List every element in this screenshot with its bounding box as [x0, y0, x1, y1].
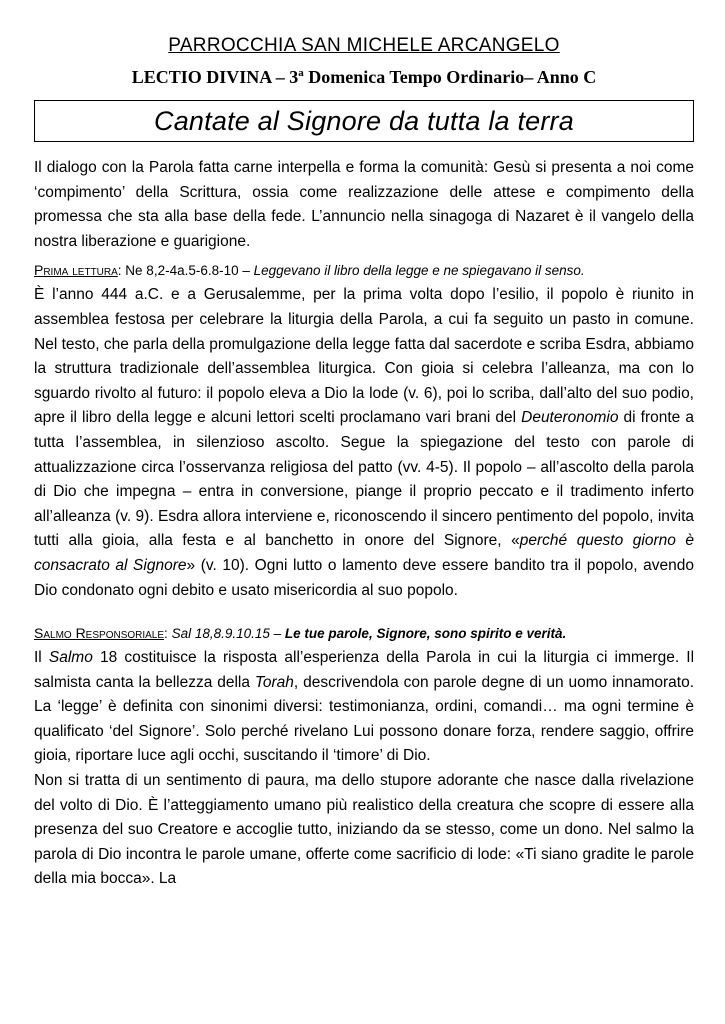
salmo-paragraph-1: [34, 646, 694, 769]
salmo-p1-italic-b: Torah: [254, 673, 294, 691]
title-box: [34, 100, 694, 142]
subtitle-prefix: LECTIO DIVINA – 3: [131, 67, 299, 87]
prima-lettura-italic-1: Deuteronomio: [521, 409, 619, 427]
salmo-heading: [34, 623, 694, 644]
salmo-p1-italic-a: Salmo: [48, 649, 93, 667]
salmo-separator: :: [164, 626, 172, 642]
document-title: Cantate al Signore da tutta la terra: [154, 105, 574, 136]
prima-lettura-paragraph: [34, 283, 694, 603]
salmo-p1-c: , descrivendola con parole degne di un uomo innamorato. La ‘legge’ è definita con sinonimi diversi: testimonianza, ordini, comandi… ma ogni termine è qualificato ‘del Signore’. Solo perché rivelano Lui possono donare forza, rendere saggio, offrire gioia, riportare luce agli occhi, suscitando il ‘timore’ di Dio.: [34, 673, 694, 765]
prima-lettura-text-1: È l’anno 444 a.C. e a Gerusalemme, per la prima volta dopo l’esilio, il popolo è riunito in assemblea festosa per celebrare la liturgia della Parola, a cui fa seguito un pasto in comune. Nel testo, che parla della promulgazione della legge fatta dal sacerdote e scriba Esdra, abbiamo la struttura tradizionale dell’assemblea liturgica. Con gioia si celebra l’alleanza, ma con lo sguardo rivolto al futuro: il popolo eleva a Dio la lode (v. 6), poi lo scriba, dall’alto del suo podio, apre il libro della legge e alcuni lettori scelti proclamano vari brani del: [34, 286, 694, 427]
section-spacer: [34, 603, 694, 617]
prima-lettura-text-3: » (v. 10). Ogni lutto o lamento deve essere bandito tra il popolo, avendo Dio condonato ogni debito e usato misericordia al suo popolo.: [34, 556, 694, 599]
salmo-paragraph-2: Non si tratta di un sentimento di paura, ma dello stupore adorante che nasce dalla rivelazione del volto di Dio. È l’atteggiamento umano più realistico della creatura che scopre di essere alla presenza del suo Creatore e accoglie tutto, iniziando da se stesso, come un dono. Nel salmo la parola di Dio incontra le parole umane, offerte come sacrificio di lode: «Ti siano gradite le parole della mia bocca». La: [34, 772, 694, 888]
salmo-quote: Le tue parole, Signore, sono spirito e verità.: [284, 626, 567, 642]
prima-lettura-italic-2: perché questo giorno è consacrato al Signore: [34, 532, 694, 574]
salmo-reference: Sal 18,8.9.10.15: [171, 626, 270, 642]
subtitle-suffix: Domenica Tempo Ordinario– Anno C: [303, 67, 597, 87]
prima-lettura-quote: Leggevano il libro della legge e ne spiegavano il senso.: [253, 263, 585, 279]
salmo-p1-a: Il: [34, 649, 49, 667]
intro-paragraph: Il dialogo con la Parola fatta carne interpella e forma la comunità: Gesù si presenta a noi come ‘compimento’ della Scrittura, ossia come realizzazione delle attese e compimento della promessa che sta alla base della fede. L’annuncio nella sinagoga di Nazaret è il vangelo della nostra liberazione e guarigione.: [34, 159, 694, 250]
subtitle-superscript: a: [298, 67, 304, 79]
document-page: [34, 34, 694, 892]
salmo-label: Salmo Responsoriale: [34, 625, 165, 642]
salmo-p1-b: 18 costituisce la risposta all’esperienza della Parola in cui la liturgia ci immerge. Il salmista canta la bellezza della: [34, 649, 695, 691]
prima-lettura-reference: : Ne 8,2-4a.5-6.8-10 –: [117, 263, 254, 279]
parish-name: PARROCCHIA SAN MICHELE ARCANGELO: [168, 35, 560, 56]
salmo-dash: –: [269, 626, 285, 642]
prima-lettura-text-2: di fronte a tutta l’assemblea, in silenzioso ascolto. Segue la spiegazione del testo con parole di attualizzazione circa l’osservanza religiosa del patto (vv. 4-5). Il popolo – all’ascolto della parola di Dio che impegna – entra in conversione, piange il proprio peccato e il tradimento inferto all’alleanza (v. 9). Esdra allora interviene e, riconoscendo il sincero pentimento del popolo, invita tutti alla gioia, alla festa e al banchetto in onore del Signore, «: [34, 409, 694, 550]
prima-lettura-heading: [34, 260, 694, 281]
prima-lettura-label: Prima lettura: [34, 262, 118, 279]
document-subtitle: [34, 66, 694, 88]
